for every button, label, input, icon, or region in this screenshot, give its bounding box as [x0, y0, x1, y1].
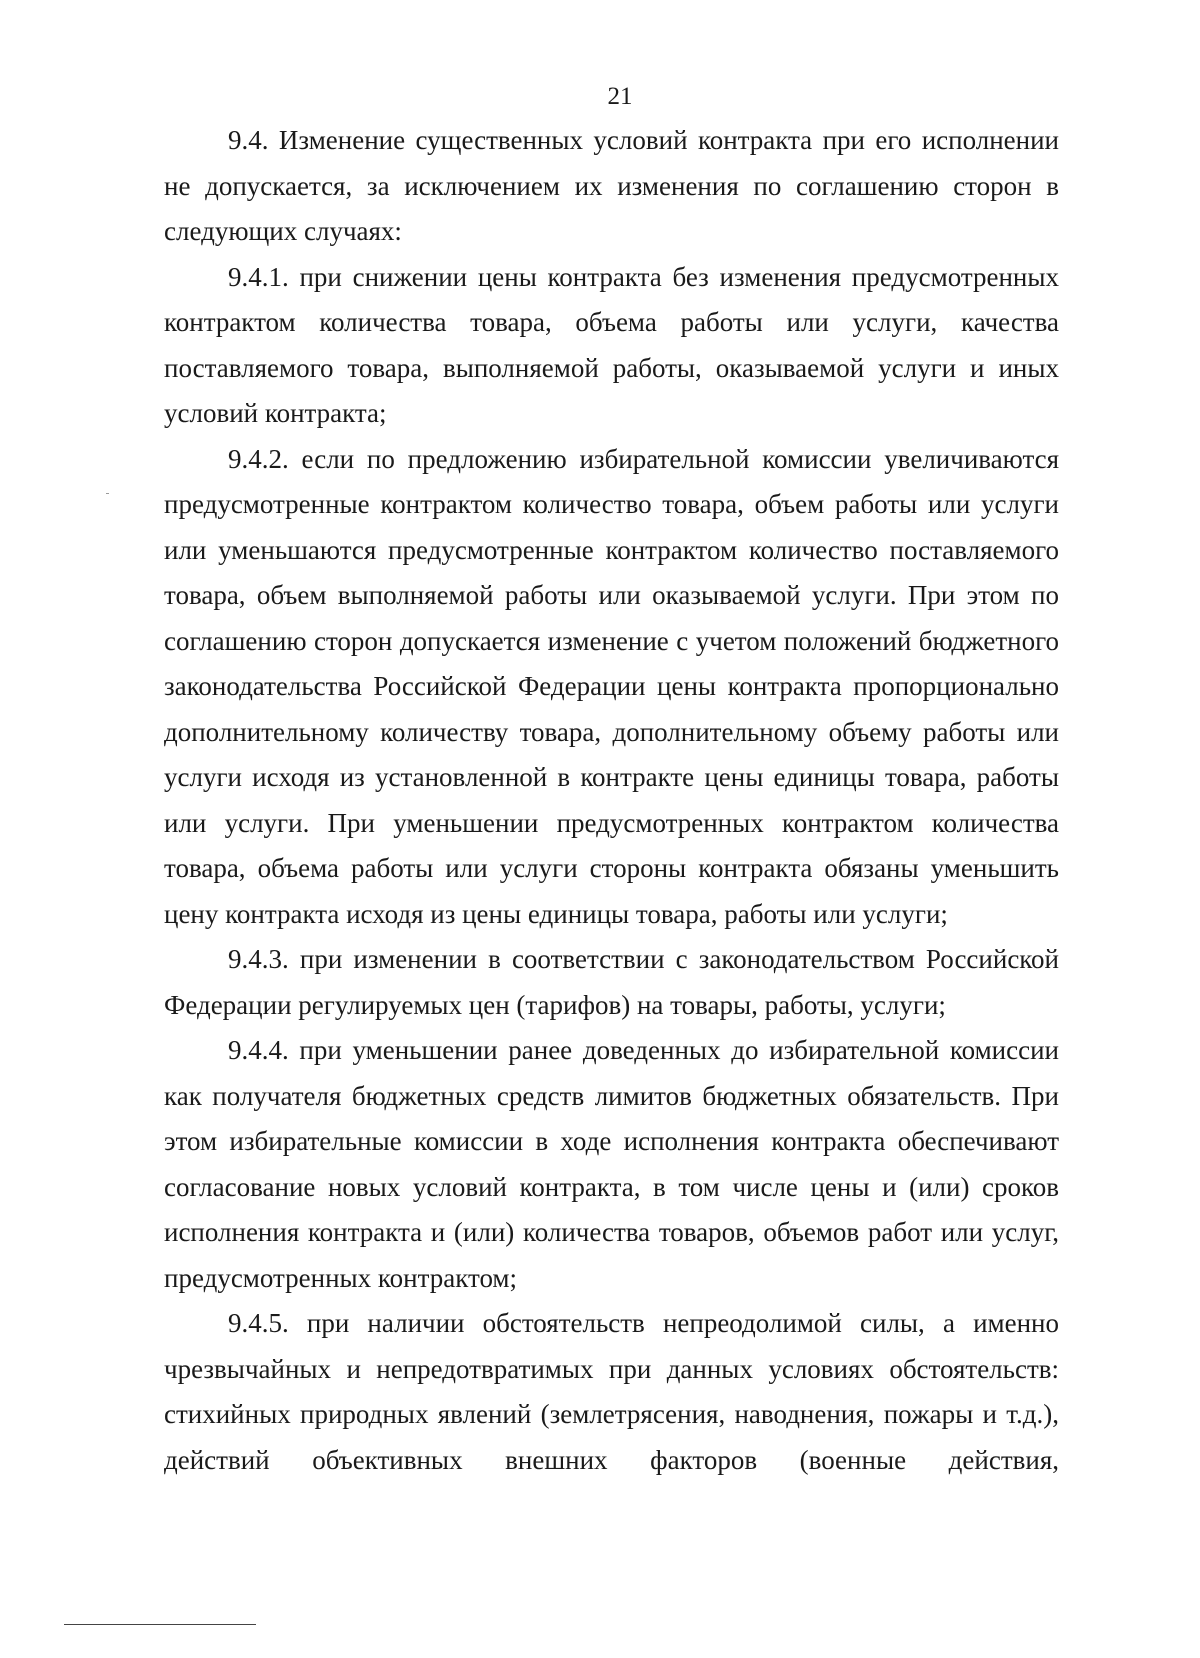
page-number: 21 [607, 83, 633, 110]
paragraph-9-4-1: 9.4.1. при снижении цены контракта без изменения предусмотренных контрактом количества товара, объема работы или услуги, качества поставляемого товара, выполняемой работы, оказываемой услуги и иных условий контракта; [164, 261, 1059, 428]
paragraph-9-4-2: 9.4.2. если по предложению избирательной комиссии увеличиваются предусмотренные контрактом количество товара, объем работы или услуги или уменьшаются предусмотренные контрактом количество поставляемого товара, объем выполняемой работы или оказываемой услуги. При этом по соглашению сторон допускается изменение с учетом положений бюджетного законодательства Российской Федерации цены контракта пропорционально дополнительному количеству товара, дополнительному объему работы или услуги исходя из установленной в контракте цены единицы товара, работы или услуги. При уменьшении предусмотренных контрактом количества товара, объема работы или услуги стороны контракта обязаны уменьшить цену контракта исходя из цены единицы товара, работы или услуги; [164, 443, 1059, 929]
footnote-separator [64, 1624, 256, 1625]
paragraph-9-4: 9.4. Изменение существенных условий контракта при его исполнении не допускается, за исключением их изменения по соглашению сторон в следующих случаях: [164, 125, 1059, 246]
document-body [164, 118, 1059, 1483]
paragraph-9-4-4: 9.4.4. при уменьшении ранее доведенных до избирательной комиссии как получателя бюджетных средств лимитов бюджетных обязательств. При этом избирательные комиссии в ходе исполнения контракта обеспечивают согласование новых условий контракта, в том числе цены и (или) сроков исполнения контракта и (или) количества товаров, объемов работ или услуг, предусмотренных контрактом; [164, 1035, 1059, 1293]
paragraph-9-4-5: 9.4.5. при наличии обстоятельств непреодолимой силы, а именно чрезвычайных и непредотвратимых при данных условиях обстоятельств: стихийных природных явлений (землетрясения, наводнения, пожары и т.д.), действий объективных внешних факторов (военные действия, [164, 1308, 1059, 1475]
scan-margin-mark [106, 493, 109, 494]
paragraph-9-4-3: 9.4.3. при изменении в соответствии с законодательством Российской Федерации регулируемых цен (тарифов) на товары, работы, услуги; [164, 944, 1059, 1020]
